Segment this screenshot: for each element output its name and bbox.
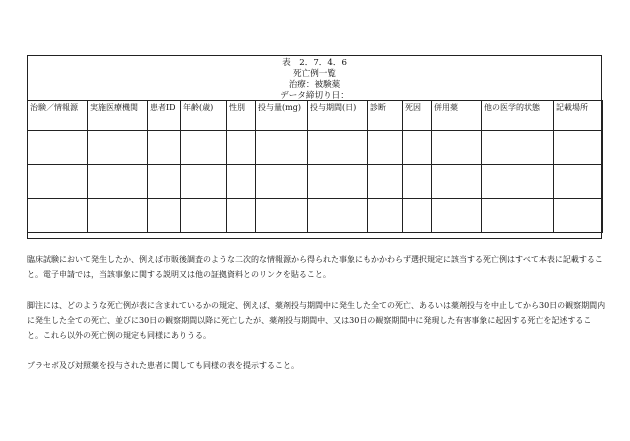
table-row [28, 199, 603, 233]
death-cases-table-frame [27, 55, 602, 239]
table-cell [368, 131, 403, 165]
treatment-label: 治療：被験薬 [288, 80, 341, 90]
table-cell [28, 165, 88, 199]
table-cell [432, 131, 482, 165]
table-row [28, 131, 603, 165]
col-header-location: 記載場所 [554, 101, 603, 131]
col-header-cause-of-death: 死因 [403, 101, 432, 131]
table-cell [368, 199, 403, 233]
col-header-other-conditions: 他の医学的状態 [482, 101, 554, 131]
table-title: 死亡例一覧 [293, 69, 336, 79]
table-cell [148, 131, 181, 165]
table-cell [227, 131, 256, 165]
table-cell [403, 199, 432, 233]
table-cell [28, 131, 88, 165]
table-cell [88, 165, 148, 199]
table-cell [181, 199, 227, 233]
table-caption [28, 58, 601, 102]
col-header-source: 治験／情報源 [28, 101, 88, 131]
table-cell [227, 199, 256, 233]
col-header-concomitant: 併用薬 [432, 101, 482, 131]
death-cases-table [27, 100, 603, 233]
data-cutoff-label: データ締切り日： [280, 91, 349, 101]
table-cell [88, 199, 148, 233]
col-header-diagnosis: 診断 [368, 101, 403, 131]
table-cell [554, 199, 603, 233]
table-cell [403, 165, 432, 199]
table-cell [28, 199, 88, 233]
header-row [28, 101, 603, 131]
table-cell [432, 199, 482, 233]
table-cell [256, 131, 308, 165]
table-cell [432, 165, 482, 199]
table-cell [181, 131, 227, 165]
table-cell [554, 131, 603, 165]
table-cell [308, 165, 368, 199]
col-header-age: 年齢(歳) [181, 101, 227, 131]
table-cell [148, 199, 181, 233]
note-paragraph-2: 脚注には、どのような死亡例が表に含まれているかの規定、例えば、薬剤投与期間中に発生した全ての死亡、あるいは薬剤投与を中止してから30日の観察期間内に発生した全ての死亡、並びに30日の観察期間以降に死亡したが、薬剤投与期間中、又は30日の観察期間中に発現した有害事象に起因する死亡を記述すること。これら以外の死亡例の規定も同様にありうる。 [27, 301, 606, 340]
table-cell [256, 165, 308, 199]
table-cell [181, 165, 227, 199]
col-header-dose: 投与量(mg) [256, 101, 308, 131]
table-cell [482, 131, 554, 165]
col-header-duration: 投与期間(日) [308, 101, 368, 131]
table-row [28, 165, 603, 199]
col-header-site: 実施医療機関 [88, 101, 148, 131]
table-cell [308, 199, 368, 233]
table-cell [308, 131, 368, 165]
note-paragraph-3: プラセボ及び対照薬を投与された患者に関しても同様の表を提示すること。 [27, 361, 299, 370]
table-cell [482, 199, 554, 233]
table-cell [368, 165, 403, 199]
table-cell [227, 165, 256, 199]
col-header-patient-id: 患者ID [148, 101, 181, 131]
col-header-sex: 性別 [227, 101, 256, 131]
table-cell [148, 165, 181, 199]
table-cell [88, 131, 148, 165]
instructions-notes [27, 252, 607, 373]
table-number: 表 2．7．4．6 [282, 58, 347, 68]
table-cell [482, 165, 554, 199]
note-paragraph-1: 臨床試験において発生したか、例えば市販後調査のような二次的な情報源から得られた事象にもかかわらず選択規定に該当する死亡例はすべて本表に記載すること。電子申請では，当該事象に関する説明又は他の証拠資料とのリンクを貼ること。 [27, 255, 603, 279]
table-cell [256, 199, 308, 233]
table-cell [554, 165, 603, 199]
table-cell [403, 131, 432, 165]
